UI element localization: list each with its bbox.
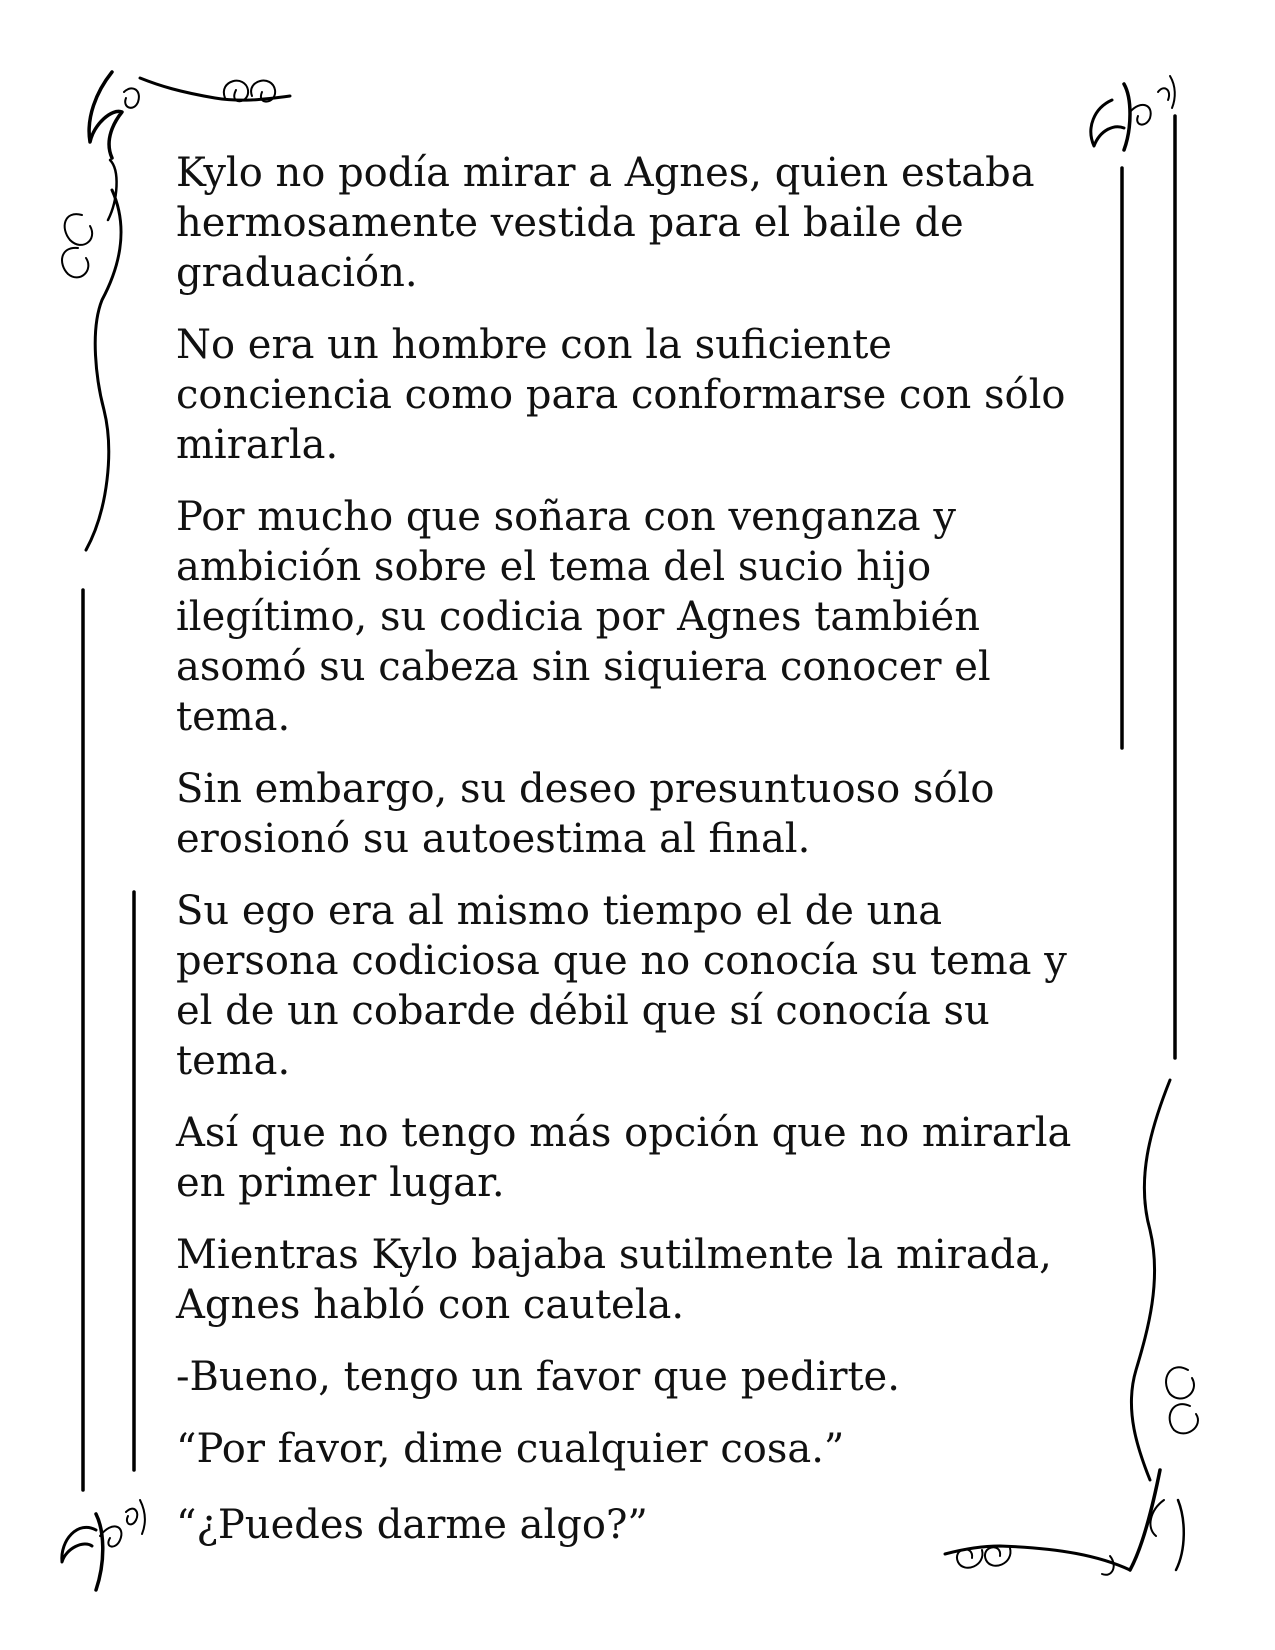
paragraph: Por mucho que soñara con venganza y ambición sobre el tema del sucio hijo ilegítimo, su codicia por Agnes también asomó su cabeza sin siquiera conocer el tema. bbox=[176, 494, 991, 740]
dialogue-line: “¿Puedes darme algo?” bbox=[176, 1502, 648, 1548]
story-text bbox=[176, 148, 1106, 1576]
flourish-top-right bbox=[1091, 76, 1175, 150]
flourish-bottom-left bbox=[62, 1500, 145, 1590]
paragraph: No era un hombre con la suficiente conciencia como para conformarse con sólo mirarla. bbox=[176, 322, 1066, 468]
paragraph: Su ego era al mismo tiempo el de una persona codiciosa que no conocía su tema y el de un cobarde débil que sí conocía su tema. bbox=[176, 888, 1067, 1084]
paragraph: Así que no tengo más opción que no mirarla en primer lugar. bbox=[176, 1110, 1072, 1206]
dialogue-line: -Bueno, tengo un favor que pedirte. bbox=[176, 1354, 900, 1400]
paragraph: Sin embargo, su deseo presuntuoso sólo erosionó su autoestima al final. bbox=[176, 766, 995, 862]
paragraph: Kylo no podía mirar a Agnes, quien estaba hermosamente vestida para el baile de graduación. bbox=[176, 150, 1035, 296]
paragraph: Mientras Kylo bajaba sutilmente la mirada, Agnes habló con cautela. bbox=[176, 1232, 1052, 1328]
dialogue-line: “Por favor, dime cualquier cosa.” bbox=[176, 1426, 845, 1472]
